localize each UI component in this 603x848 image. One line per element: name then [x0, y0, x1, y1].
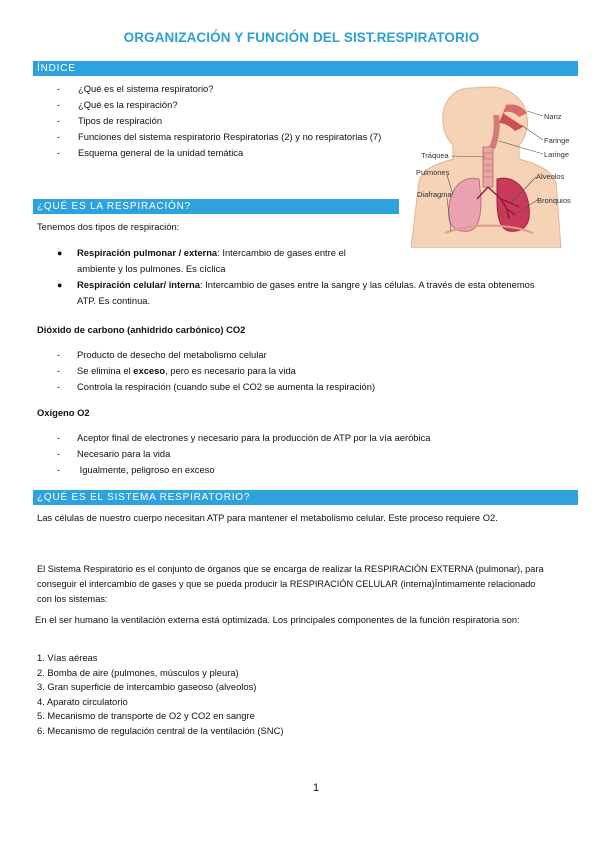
- o2-heading: Oxígeno O2: [37, 407, 90, 418]
- page-number: 1: [312, 782, 320, 794]
- section-bar-indice: ÍNDICE: [33, 61, 578, 76]
- co2-item: - Controla la respiración (cuando sube el CO2 se aumenta la respiración): [57, 381, 376, 392]
- o2-item: - Necesario para la vida: [57, 448, 171, 459]
- co2-heading: Dióxido de carbono (anhídrido carbónico) CO2: [37, 324, 246, 335]
- label-diafragma: Diafragma: [417, 190, 452, 199]
- indice-item: - Tipos de respiración: [57, 115, 163, 126]
- label-laringe: Laringe: [544, 150, 570, 159]
- component-item: 2. Bomba de aire (pulmones, músculos y pleura): [37, 666, 239, 678]
- indice-list: [57, 81, 437, 161]
- component-item: 1. Vías aéreas: [37, 652, 98, 663]
- label-pulmones: Pulmones: [416, 168, 450, 177]
- component-item: 3. Gran superficie de intercambio gaseoso (alveolos): [37, 681, 257, 692]
- component-item: 6. Mecanismo de regulación central de la ventilación (SNC): [37, 724, 284, 736]
- co2-item: - Se elimina el exceso, pero es necesario para la vida: [57, 365, 296, 376]
- co2-item: - Producto de desecho del metabolismo celular: [57, 349, 267, 360]
- co2-list: [57, 347, 557, 395]
- bullet-icon: ●: [57, 280, 63, 290]
- page-title: ORGANIZACIÓN Y FUNCIÓN DEL SIST.RESPIRATORIO: [123, 30, 480, 45]
- indice-item: - Funciones del sistema respiratorio Respiratorias (2) y no respiratorias (7): [57, 131, 382, 142]
- indice-item: - Esquema general de la unidad temática: [57, 147, 244, 158]
- o2-item: - Aceptor final de electrones y necesario para la producción de ATP por la vía aeróbica: [57, 432, 431, 443]
- sistema-paragraph-2: El Sistema Respiratorio es el conjunto de órganos que se encarga de realizar la RESPIRACIÓN EXTERNA (pulmonar), para conseguir el intercambio de gases y que se pueda producir la RESPIRACIÓN CELULAR (interna)Íntimamente relacionado con los sistemas:: [37, 564, 544, 604]
- o2-item: - Igualmente, peligroso en exceso: [57, 464, 215, 475]
- respiratory-system-illustration: [411, 83, 581, 248]
- component-item: 4. Aparato circulatorio: [37, 695, 128, 707]
- respiracion-intro: Tenemos dos tipos de respiración:: [37, 221, 180, 232]
- o2-list: [57, 430, 557, 478]
- bullet-icon: ●: [57, 248, 63, 258]
- label-bronquios: Bronquios: [537, 196, 571, 205]
- component-item: 5. Mecanismo de transporte de O2 y CO2 en sangre: [37, 710, 255, 721]
- label-nariz: Nariz: [544, 112, 562, 121]
- sistema-paragraph-3: En el ser humano la ventilación externa está optimizada. Los principales componentes de la función respiratoria son:: [35, 614, 520, 625]
- respiracion-type-item: ● Respiración celular/ interna: Intercambio de gases entre la sangre y las células. A través de esta obtenemos ATP. Es continua.: [57, 279, 535, 306]
- label-traquea: Tráquea: [421, 151, 449, 160]
- indice-item: - ¿Qué es el sistema respiratorio?: [57, 83, 214, 94]
- components-list: [37, 651, 537, 738]
- label-alveolos: Alveolos: [536, 172, 565, 181]
- indice-item: - ¿Qué es la respiración?: [57, 99, 178, 110]
- section-bar-sistema: ¿QUÉ ES EL SISTEMA RESPIRATORIO?: [33, 490, 578, 505]
- label-faringe: Faringe: [544, 136, 570, 145]
- respiracion-type-item: ● Respiración pulmonar / externa: Intercambio de gases entre el ambiente y los pulmones. Es cíclica: [57, 247, 346, 274]
- section-bar-respiracion: ¿QUÉ ES LA RESPIRACIÓN?: [33, 199, 399, 214]
- sistema-paragraph-1: Las células de nuestro cuerpo necesitan ATP para mantener el metabolismo celular. Este proceso requiere O2.: [37, 512, 498, 523]
